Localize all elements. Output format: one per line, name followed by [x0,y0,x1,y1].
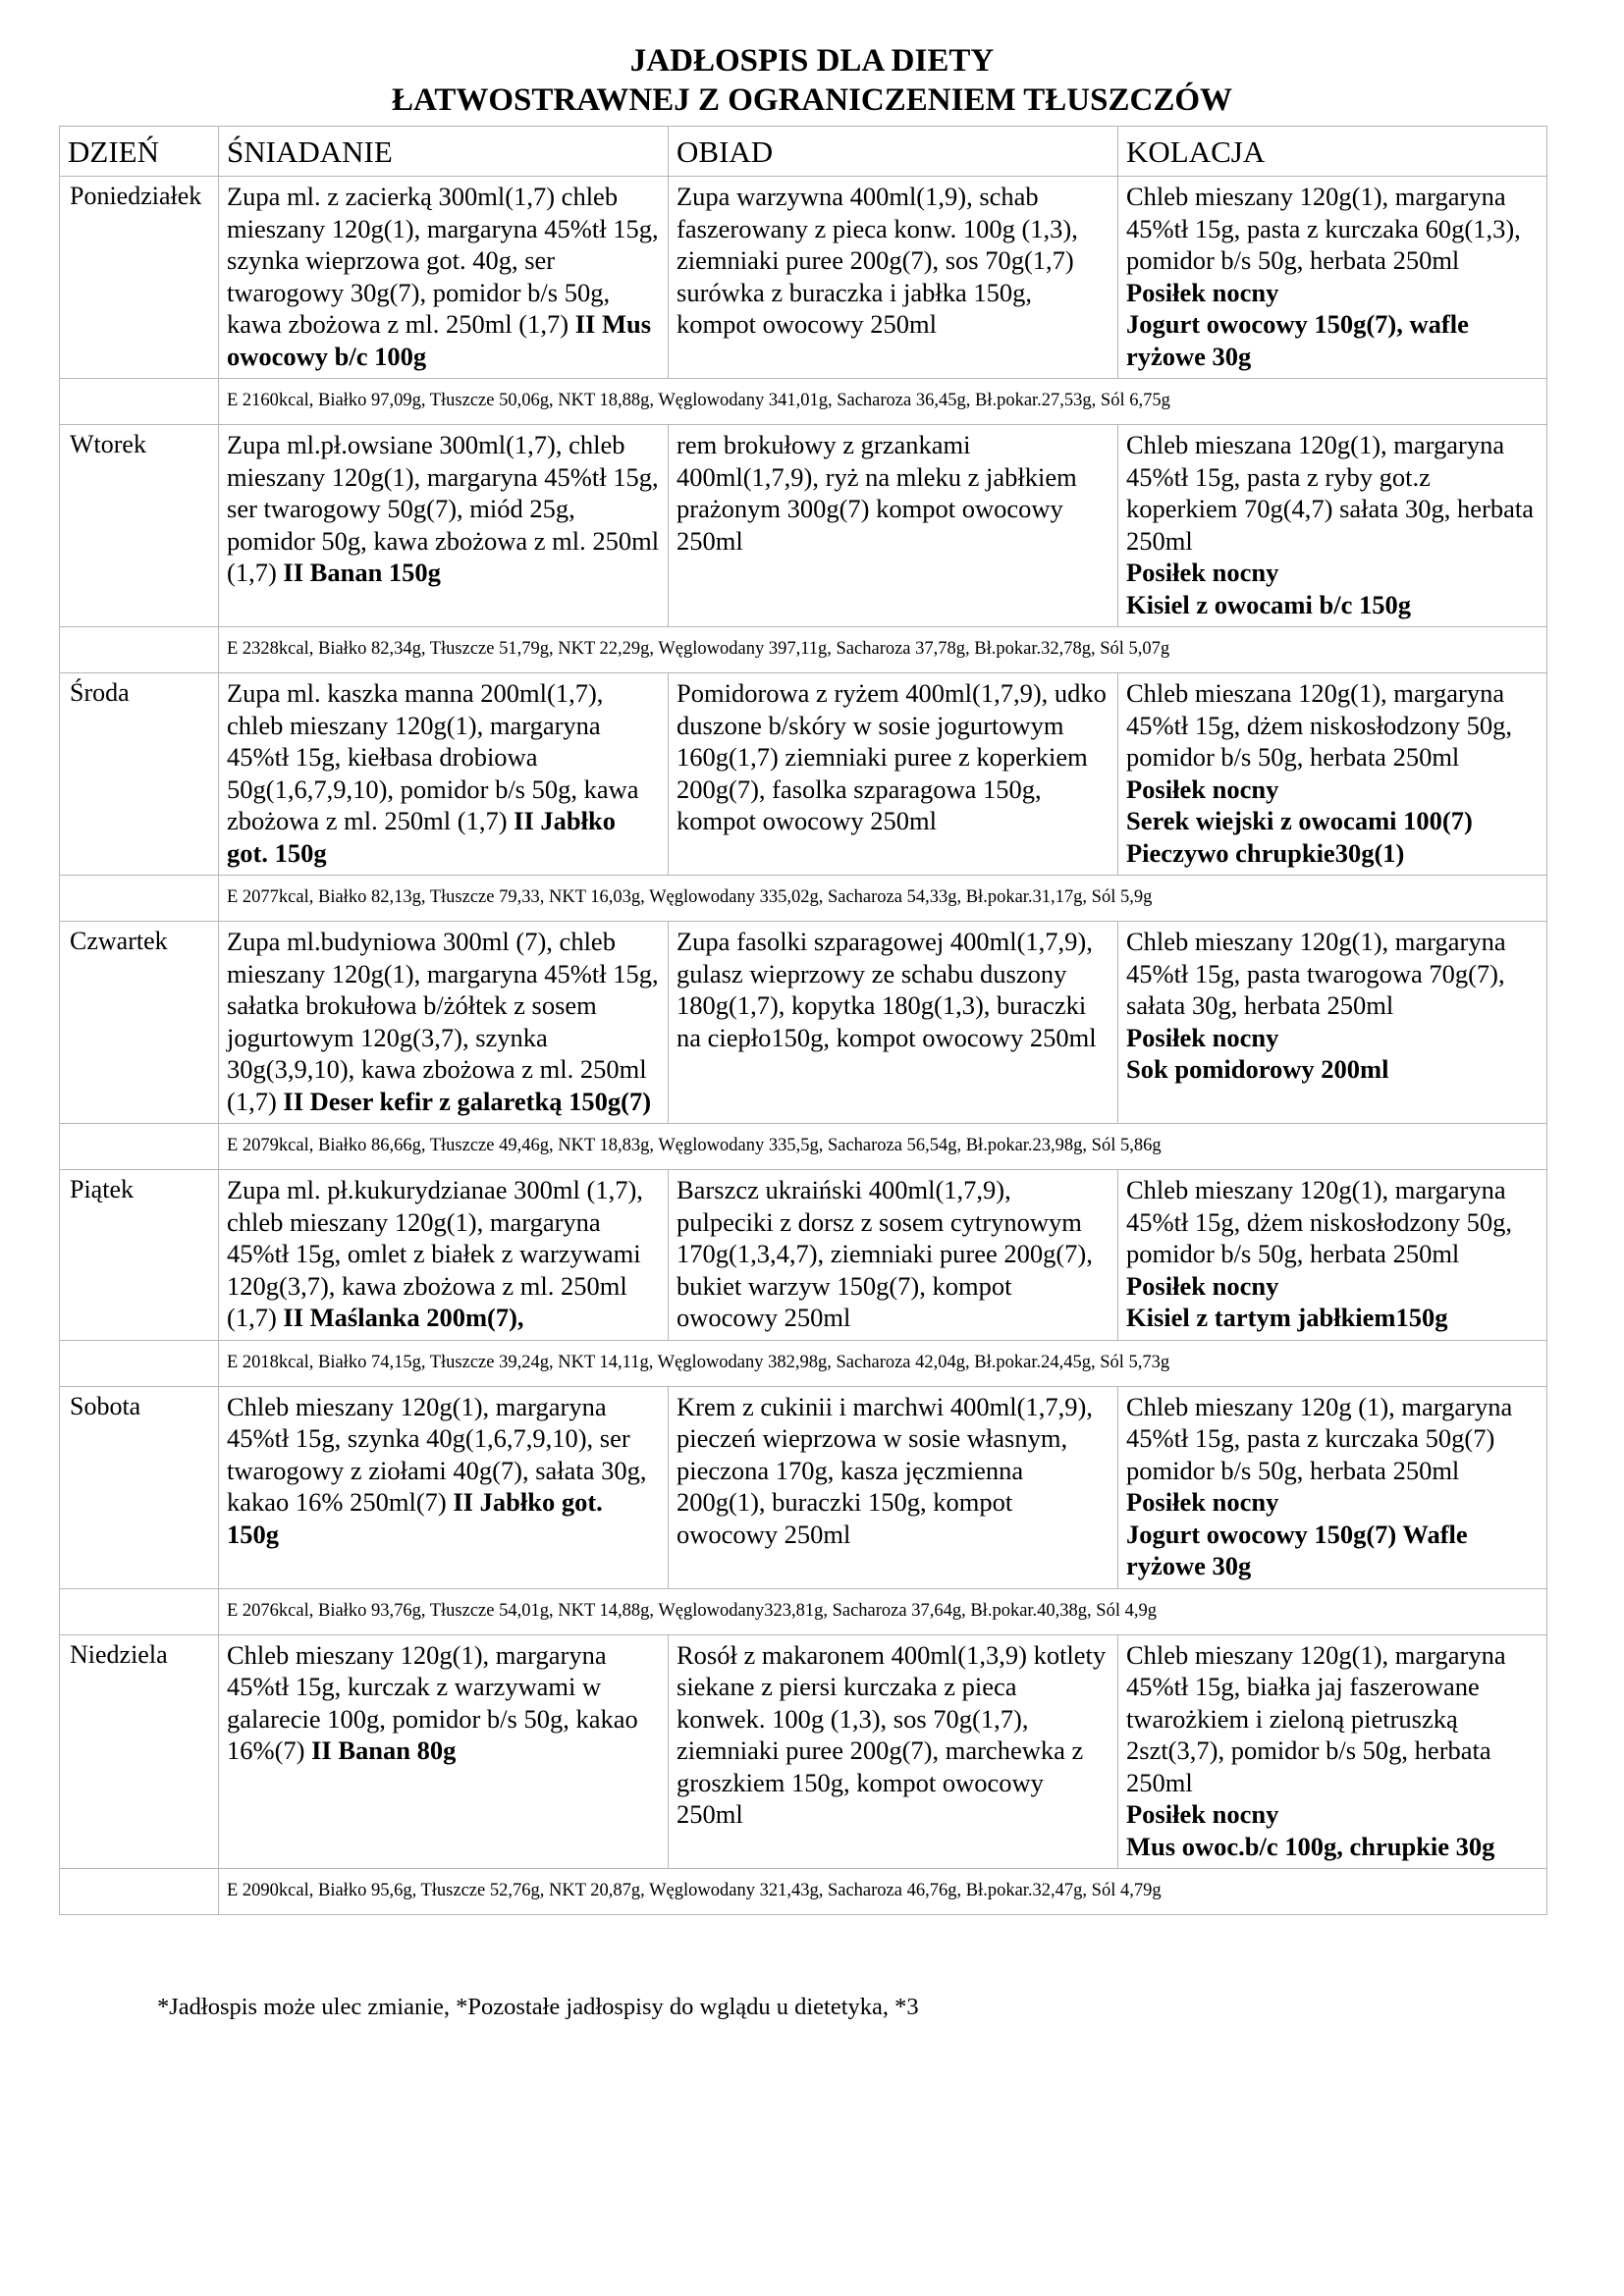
summary-spacer [60,1124,219,1170]
night-snack: Jogurt owocowy 150g(7) Wafle ryżowe 30g [1126,1519,1468,1580]
summary-spacer [60,876,219,922]
night-snack-label: Posiłek nocny [1126,558,1279,587]
nutrition-summary: E 2077kcal, Białko 82,13g, Tłuszcze 79,33, NKT 16,03g, Węglowodany 335,02g, Sacharoza 54,33g, Bł.pokar.31,17g, Sól 5,9g [219,876,1547,922]
breakfast-cell [219,1170,669,1341]
dinner-cell [1118,673,1547,876]
night-snack: Serek wiejski z owocami 100(7) Pieczywo chrupkie30g(1) [1126,806,1473,868]
breakfast-text: Chleb mieszany 120g(1), margaryna 45%tł 15g, kurczak z warzywami w galarecie 100g, pomidor b/s 50g, kakao 16%(7) [227,1639,638,1765]
breakfast-text: Zupa ml.pł.owsiane 300ml(1,7), chleb mieszany 120g(1), margaryna 45%tł 15g, ser twarogowy 50g(7), miód 25g, pomidor 50g, kawa zbożowa z ml. 250ml (1,7) [227,430,660,587]
header-lunch: OBIAD [669,127,1118,177]
breakfast-cell [219,425,669,627]
breakfast-cell [219,1386,669,1588]
day-name: Niedziela [60,1634,219,1869]
lunch-cell [669,177,1118,379]
day-row [60,1634,1547,1869]
breakfast-second-meal: II Mus owocowy b/c 100g [227,309,652,371]
lunch-text: Pomidorowa z ryżem 400ml(1,7,9), udko duszone b/skóry w sosie jogurtowym 160g(1,7) ziemniaki puree z koperkiem 200g(7), fasolka szparagowa 150g, kompot owocowy 250ml [677,678,1107,835]
nutrition-summary-row [60,627,1547,673]
night-snack: Kisiel z owocami b/c 150g [1126,589,1411,619]
breakfast-cell [219,177,669,379]
breakfast-second-meal: II Banan 80g [311,1735,457,1765]
footer-note: *Jadłospis może ulec zmianie, *Pozostałe jadłospisy do wglądu u dietetyka, *3 [157,1994,919,2020]
dinner-text: Chleb mieszany 120g(1), margaryna 45%tł 15g, pasta z kurczaka 60g(1,3), pomidor b/s 50g, herbata 250ml [1126,182,1521,275]
night-snack: Jogurt owocowy 150g(7), wafle ryżowe 30g [1126,309,1469,371]
day-row [60,922,1547,1124]
breakfast-cell [219,1634,669,1869]
day-name: Poniedziałek [60,177,219,379]
summary-spacer [60,1869,219,1915]
breakfast-cell [219,922,669,1124]
header-breakfast: ŚNIADANIE [219,127,669,177]
night-snack-label: Posiłek nocny [1126,1487,1279,1517]
breakfast-text: Zupa ml. kaszka manna 200ml(1,7), chleb mieszany 120g(1), margaryna 45%tł 15g, kiełbasa drobiowa 50g(1,6,7,9,10), pomidor b/s 50g, kawa zbożowa z ml. 250ml (1,7) [227,678,639,835]
nutrition-summary-row [60,876,1547,922]
breakfast-second-meal: II Jabłko got. 150g [227,1487,603,1549]
menu-table [59,126,1547,1915]
day-name: Środa [60,673,219,876]
header-day: DZIEŃ [60,127,219,177]
breakfast-text: Chleb mieszany 120g(1), margaryna 45%tł 15g, szynka 40g(1,6,7,9,10), ser twarogowy z ziołami 40g(7), sałata 30g, kakao 16% 250ml(7) [227,1391,647,1517]
lunch-cell [669,1170,1118,1341]
lunch-text: rem brokułowy z grzankami 400ml(1,7,9), ryż na mleku z jabłkiem prażonym 300g(7) kompot owocowy 250ml [677,430,1077,556]
nutrition-summary: E 2090kcal, Białko 95,6g, Tłuszcze 52,76g, NKT 20,87g, Węglowodany 321,43g, Sacharoza 46,76g, Bł.pokar.32,47g, Sól 4,79g [219,1869,1547,1915]
lunch-cell [669,922,1118,1124]
nutrition-summary-row [60,1340,1547,1386]
day-row [60,1170,1547,1341]
nutrition-summary: E 2076kcal, Białko 93,76g, Tłuszcze 54,01g, NKT 14,88g, Węglowodany323,81g, Sacharoza 37,64g, Bł.pokar.40,38g, Sól 4,9g [219,1588,1547,1634]
summary-spacer [60,1340,219,1386]
lunch-text: Zupa warzywna 400ml(1,9), schab faszerowany z pieca konw. 100g (1,3), ziemniaki puree 200g(7), sos 70g(1,7) surówka z buraczka i jabłka 150g, kompot owocowy 250ml [677,182,1078,339]
lunch-cell [669,425,1118,627]
lunch-text: Krem z cukinii i marchwi 400ml(1,7,9), pieczeń wieprzowa w sosie własnym, pieczona 170g, kasza jęczmienna 200g(1), buraczki 150g, kompot owocowy 250ml [677,1391,1093,1549]
nutrition-summary: E 2079kcal, Białko 86,66g, Tłuszcze 49,46g, NKT 18,83g, Węglowodany 335,5g, Sacharoza 56,54g, Bł.pokar.23,98g, Sól 5,86g [219,1124,1547,1170]
day-row [60,673,1547,876]
page-title [0,41,1624,120]
title-line-2: ŁATWOSTRAWNEJ Z OGRANICZENIEM TŁUSZCZÓW [391,82,1233,118]
night-snack-label: Posiłek nocny [1126,1270,1279,1301]
lunch-cell [669,1634,1118,1869]
nutrition-summary-row [60,379,1547,425]
dinner-cell [1118,425,1547,627]
breakfast-text: Zupa ml. pł.kukurydzianae 300ml (1,7), chleb mieszany 120g(1), margaryna 45%tł 15g, omlet z białek z warzywami 120g(3,7), kawa zbożowa z ml. 250ml (1,7) [227,1175,643,1332]
header-row [60,127,1547,177]
night-snack: Kisiel z tartym jabłkiem150g [1126,1303,1448,1332]
breakfast-second-meal: II Maślanka 200m(7), [283,1303,524,1332]
dinner-cell [1118,177,1547,379]
day-row [60,425,1547,627]
dinner-text: Chleb mieszana 120g(1), margaryna 45%tł 15g, pasta z ryby got.z koperkiem 70g(4,7) sałata 30g, herbata 250ml [1126,430,1535,556]
breakfast-text: Zupa ml. z zacierką 300ml(1,7) chleb mieszany 120g(1), margaryna 45%tł 15g, szynka wieprzowa got. 40g, ser twarogowy 30g(7), pomidor b/s 50g, kawa zbożowa z ml. 250ml (1,7) [227,182,659,339]
breakfast-cell [219,673,669,876]
lunch-text: Zupa fasolki szparagowej 400ml(1,7,9), gulasz wieprzowy ze schabu duszony 180g(1,7), kopytka 180g(1,3), buraczki na ciepło150g, kompot owocowy 250ml [677,927,1097,1052]
night-snack: Mus owoc.b/c 100g, chrupkie 30g [1126,1831,1495,1861]
summary-spacer [60,1588,219,1634]
nutrition-summary-row [60,1869,1547,1915]
dinner-text: Chleb mieszany 120g(1), margaryna 45%tł 15g, pasta twarogowa 70g(7), sałata 30g, herbata 250ml [1126,927,1506,1020]
dinner-text: Chleb mieszana 120g(1), margaryna 45%tł 15g, dżem niskosłodzony 50g, pomidor b/s 50g, herbata 250ml [1126,678,1513,772]
day-name: Czwartek [60,922,219,1124]
dinner-text: Chleb mieszany 120g(1), margaryna 45%tł 15g, dżem niskosłodzony 50g, pomidor b/s 50g, herbata 250ml [1126,1175,1513,1268]
day-row [60,177,1547,379]
lunch-text: Rosół z makaronem 400ml(1,3,9) kotlety siekane z piersi kurczaka z pieca konwek. 100g (1,3), sos 70g(1,7), ziemniaki puree 200g(7), marchewka z groszkiem 150g, kompot owocowy 250ml [677,1639,1107,1829]
summary-spacer [60,627,219,673]
lunch-text: Barszcz ukraiński 400ml(1,7,9), pulpeciki z dorsz z sosem cytrynowym 170g(1,3,4,7), ziemniaki puree 200g(7), bukiet warzyw 150g(7), kompot owocowy 250ml [677,1175,1093,1332]
dinner-text: Chleb mieszany 120g (1), margaryna 45%tł 15g, pasta z kurczaka 50g(7) pomidor b/s 50g, herbata 250ml [1126,1391,1513,1485]
night-snack-label: Posiłek nocny [1126,277,1279,307]
day-name: Piątek [60,1170,219,1341]
title-line-1: JADŁOSPIS DLA DIETY [629,43,995,79]
day-name: Sobota [60,1386,219,1588]
nutrition-summary-row [60,1124,1547,1170]
night-snack-label: Posiłek nocny [1126,1799,1279,1829]
night-snack: Sok pomidorowy 200ml [1126,1054,1389,1084]
dinner-cell [1118,1170,1547,1341]
day-row [60,1386,1547,1588]
nutrition-summary: E 2018kcal, Białko 74,15g, Tłuszcze 39,24g, NKT 14,11g, Węglowodany 382,98g, Sacharoza 42,04g, Bł.pokar.24,45g, Sól 5,73g [219,1340,1547,1386]
lunch-cell [669,1386,1118,1588]
breakfast-second-meal: II Deser kefir z galaretką 150g(7) [283,1086,652,1116]
nutrition-summary: E 2160kcal, Białko 97,09g, Tłuszcze 50,06g, NKT 18,88g, Węglowodany 341,01g, Sacharoza 36,45g, Bł.pokar.27,53g, Sól 6,75g [219,379,1547,425]
dinner-cell [1118,1386,1547,1588]
header-dinner: KOLACJA [1118,127,1547,177]
dinner-cell [1118,922,1547,1124]
dinner-cell [1118,1634,1547,1869]
night-snack-label: Posiłek nocny [1126,1022,1279,1052]
summary-spacer [60,379,219,425]
breakfast-second-meal: II Jabłko got. 150g [227,806,617,868]
day-name: Wtorek [60,425,219,627]
nutrition-summary: E 2328kcal, Białko 82,34g, Tłuszcze 51,79g, NKT 22,29g, Węglowodany 397,11g, Sacharoza 37,78g, Bł.pokar.32,78g, Sól 5,07g [219,627,1547,673]
lunch-cell [669,673,1118,876]
night-snack-label: Posiłek nocny [1126,774,1279,804]
breakfast-text: Zupa ml.budyniowa 300ml (7), chleb mieszany 120g(1), margaryna 45%tł 15g, sałatka brokułowa b/żółtek z sosem jogurtowym 120g(3,7), szynka 30g(3,9,10), kawa zbożowa z ml. 250ml (1,7) [227,927,659,1116]
nutrition-summary-row [60,1588,1547,1634]
dinner-text: Chleb mieszany 120g(1), margaryna 45%tł 15g, białka jaj faszerowane twarożkiem i zieloną pietruszką 2szt(3,7), pomidor b/s 50g, herbata 250ml [1126,1639,1506,1797]
breakfast-second-meal: II Banan 150g [283,558,441,587]
